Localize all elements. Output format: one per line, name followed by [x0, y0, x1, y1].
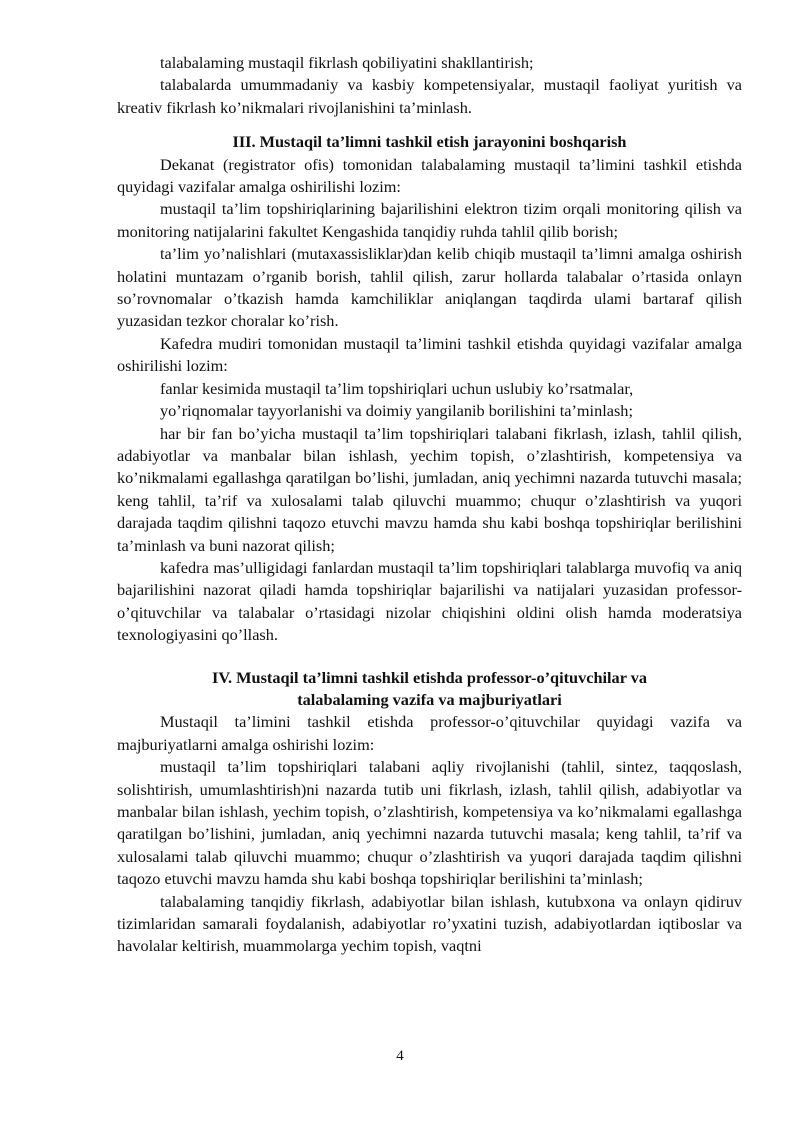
paragraph: talabalaming tanqidiy fikrlash, adabiyotlar bilan ishlash, kutubxona va onlayn qidiruv tizimlaridan samarali foydalanish, adabiyotlar ro’yxatini tuzish, adabiyotlardan iqtiboslar va havolalar keltirish, muammolarga yechim topish, vaqtni	[117, 891, 742, 956]
section-heading: III. Mustaqil ta’limni tashkil etish jarayonini boshqarish	[232, 132, 627, 152]
paragraph: fanlar kesimida mustaqil ta’lim topshiriqlari uchun uslubiy ko’rsatmalar,	[160, 378, 634, 398]
paragraph: mustaqil ta’lim topshiriqlarining bajarilishini elektron tizim orqali monitoring qilish va monitoring natijalarini fakultet Kengashida tanqidiy ruhda tahlil qilib borish;	[117, 199, 742, 241]
paragraph: Mustaqil ta’limini tashkil etishda professor-o’qituvchilar quyidagi vazifa va majburiyatlarni amalga oshirishi lozim:	[117, 712, 742, 754]
document-page	[117, 52, 742, 958]
paragraph: talabalarda umummadaniy va kasbiy kompetensiyalar, mustaqil faoliyat yuritish va kreativ fikrlash ko’nikmalari rivojlanishini ta’minlash.	[117, 75, 742, 117]
paragraph: Dekanat (registrator ofis) tomonidan talabalaming mustaqil ta’limini tashkil etishda quyidagi vazifalar amalga oshirilishi lozim:	[117, 154, 742, 197]
paragraph: yo’riqnomalar tayyorlanishi va doimiy yangilanib borilishini ta’minlash;	[160, 401, 633, 421]
section-heading-line: IV. Mustaqil ta’limni tashkil etishda professor-o’qituvchilar va	[212, 667, 647, 687]
paragraph: talabalaming mustaqil fikrlash qobiliyatini shakllantirish;	[160, 53, 534, 72]
page-number: 4	[396, 1048, 404, 1064]
section-heading-line: talabalaming vazifa va majburiyatlari	[297, 689, 562, 709]
paragraph: har bir fan bo’yicha mustaqil ta’lim topshiriqlari talabani fikrlash, izlash, tahlil qilish, adabiyotlar va manbalar bilan ishlash, yechim topish, o’zlashtirish, kompetensiya va ko’nikmalami egallashga qaratilgan bo’lishi, jumladan, aniq yechimni nazarda tutuvchi masala; keng tahlil, ta’rif va xulosalami talab qiluvchi muammo; chuqur o’zlashtirish va yuqori darajada taqdim qilishni taqozo etuvchi mavzu hamda shu kabi boshqa topshiriqlar berilishini ta’minlash va buni nazorat qilish;	[117, 423, 742, 555]
paragraph: mustaqil ta’lim topshiriqlari talabani aqliy rivojlanishi (tahlil, sintez, taqqoslash, solishtirish, umumlashtirish)ni nazarda tutib uni fikrlash, izlash, tahlil qilish, adabiyotlar va manbalar bilan ishlash, yechim topish, o’zlashtirish, kompetensiya va ko’nikmalami egallashga qaratilgan bo’lishini, jumladan, aniq yechimni nazarda tutuvchi masala; keng tahlil, ta’rif va xulosalami talab qiluvchi muammo; chuqur o’zlashtirish va yuqori darajada taqdim qilishni taqozo etuvchi mavzu hamda shu kabi boshqa topshiriqlar berilishini ta’minlash;	[117, 757, 742, 889]
paragraph: ta’lim yo’nalishlari (mutaxassisliklar)dan kelib chiqib mustaqil ta’limni amalga oshirish holatini muntazam o’rganib borish, tahlil qilish, zarur hollarda talabalar o’rtasida onlayn so’rovnomalar o’tkazish hamda kamchiliklar aniqlangan taqdirda ulami bartaraf qilish yuzasidan tezkor choralar ko’rish.	[117, 244, 742, 331]
paragraph: kafedra mas’ulligidagi fanlardan mustaqil ta’lim topshiriqlari talablarga muvofiq va aniq bajarilishini nazorat qiladi hamda topshiriqlar bajarilishi va natijalari yuzasidan professor-o’qituvchilar va talabalar o’rtasidagi nizolar chiqishini oldini olish hamda moderatsiya texnologiyasini qo’llash.	[117, 557, 742, 645]
section-heading	[117, 667, 742, 712]
paragraph: Kafedra mudiri tomonidan mustaqil ta’limini tashkil etishda quyidagi vazifalar amalga oshirilishi lozim:	[117, 333, 742, 376]
